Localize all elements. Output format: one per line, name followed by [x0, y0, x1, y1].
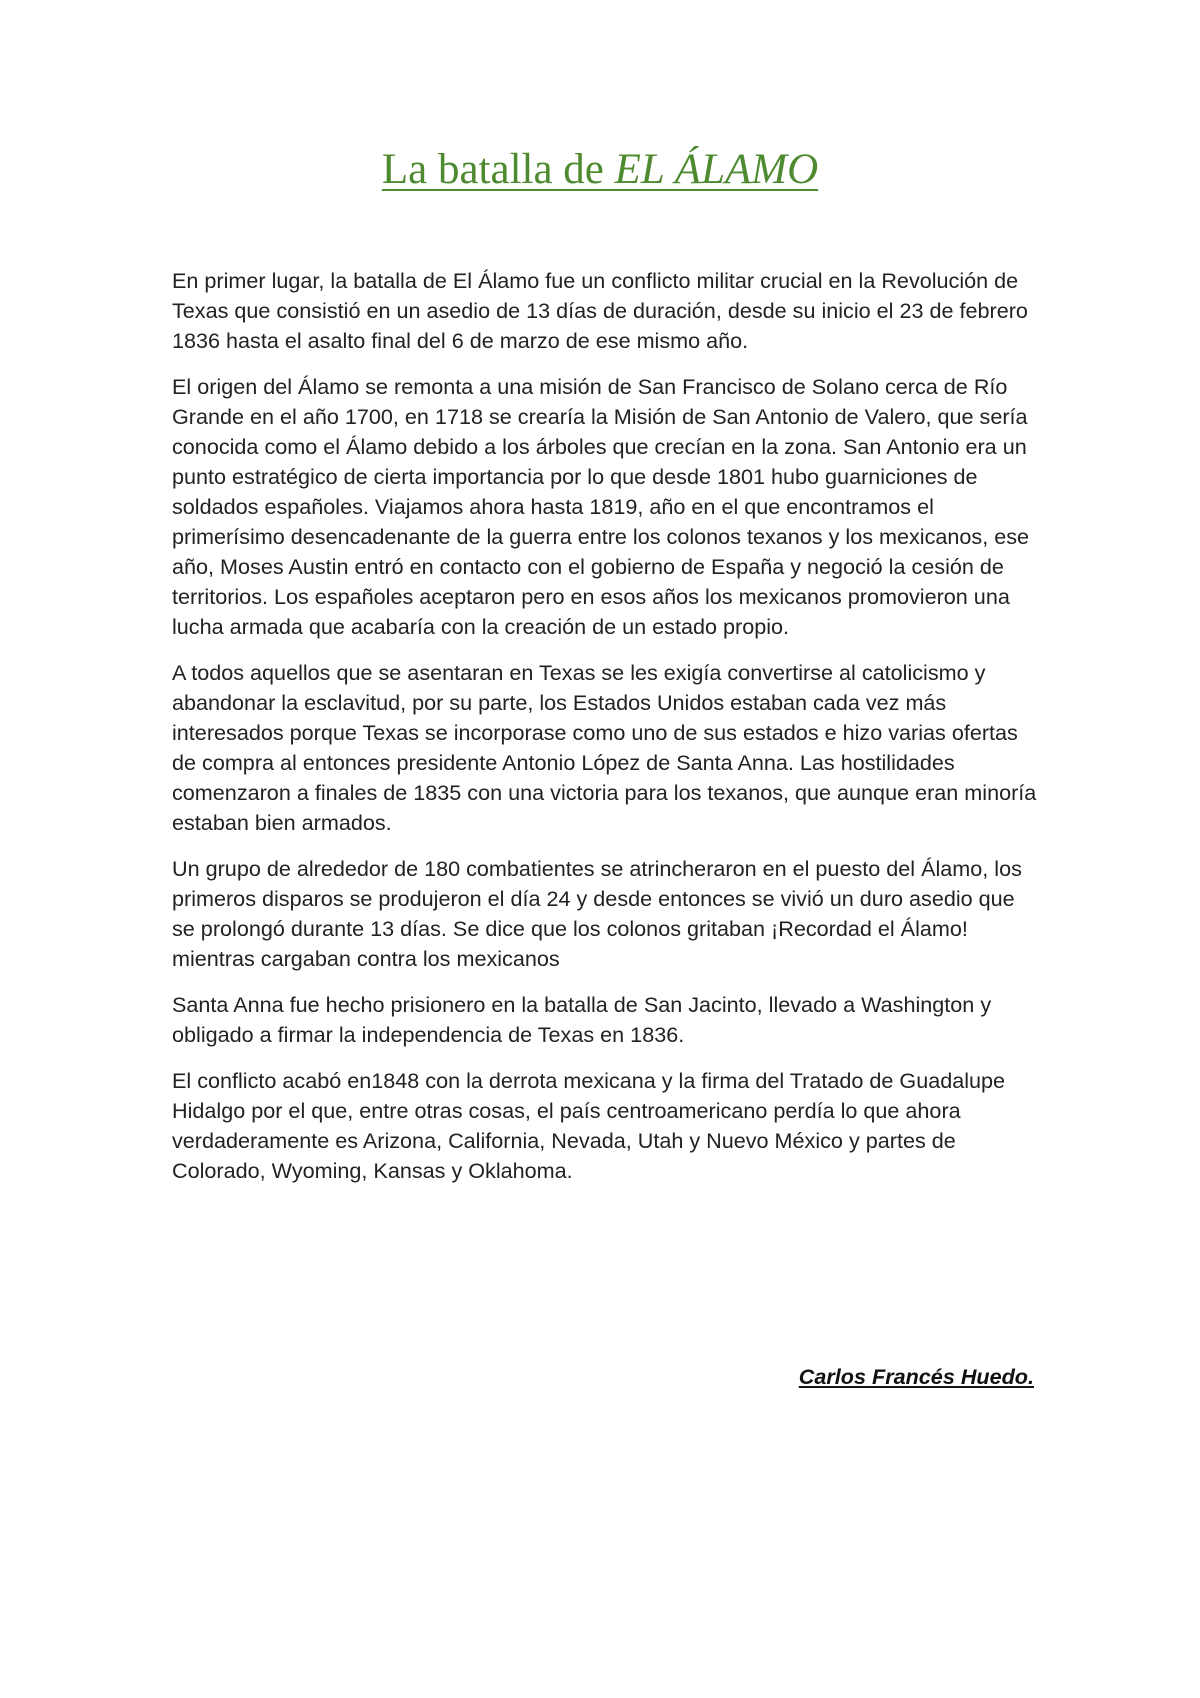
- paragraph: Santa Anna fue hecho prisionero en la batalla de San Jacinto, llevado a Washington y obligado a firmar la independencia de Texas en 1836.: [172, 992, 992, 1047]
- paragraph: El conflicto acabó en1848 con la derrota mexicana y la firma del Tratado de Guadalupe Hidalgo por el que, entre otras cosas, el país centroamericano perdía lo que ahora verdaderamente es Arizona, California, Nevada, Utah y Nuevo México y partes de Colorado, Wyoming, Kansas y Oklahoma.: [172, 1068, 1006, 1183]
- document-body: [172, 266, 1038, 1202]
- paragraph: A todos aquellos que se asentaran en Texas se les exigía convertirse al catolicismo y abandonar la esclavitud, por su parte, los Estados Unidos estaban cada vez más interesados porque Texas se incorporase como uno de sus estados e hizo varias ofertas de compra al entonces presidente Antonio López de Santa Anna. Las hostilidades comenzaron a finales de 1835 con una victoria para los texanos, que aunque eran minoría estaban bien armados.: [172, 660, 1037, 835]
- paragraph: Un grupo de alrededor de 180 combatientes se atrincheraron en el puesto del Álamo, los primeros disparos se produjeron el día 24 y desde entonces se vivió un duro asedio que se prolongó durante 13 días. Se dice que los colonos gritaban ¡Recordad el Álamo! mientras cargaban contra los mexicanos: [172, 856, 1022, 971]
- title-emphasis: EL ÁLAMO: [614, 146, 819, 193]
- paragraph: El origen del Álamo se remonta a una misión de San Francisco de Solano cerca de Río Grande en el año 1700, en 1718 se crearía la Misión de San Antonio de Valero, que sería conocida como el Álamo debido a los árboles que crecían en la zona. San Antonio era un punto estratégico de cierta importancia por lo que desde 1801 hubo guarniciones de soldados españoles. Viajamos ahora hasta 1819, año en el que encontramos el primerísimo desencadenante de la guerra entre los colonos texanos y los mexicanos, ese año, Moses Austin entró en contacto con el gobierno de España y negoció la cesión de territorios. Los españoles aceptaron pero en esos años los mexicanos promovieron una lucha armada que acabaría con la creación de un estado propio.: [172, 374, 1030, 639]
- paragraph: En primer lugar, la batalla de El Álamo fue un conflicto militar crucial en la Revolución de Texas que consistió en un asedio de 13 días de duración, desde su inicio el 23 de febrero 1836 hasta el asalto final del 6 de marzo de ese mismo año.: [172, 268, 1028, 353]
- title-prefix: La batalla de: [381, 146, 615, 193]
- author-signature: Carlos Francés Huedo.: [798, 1364, 1034, 1389]
- page-title: [0, 140, 1200, 200]
